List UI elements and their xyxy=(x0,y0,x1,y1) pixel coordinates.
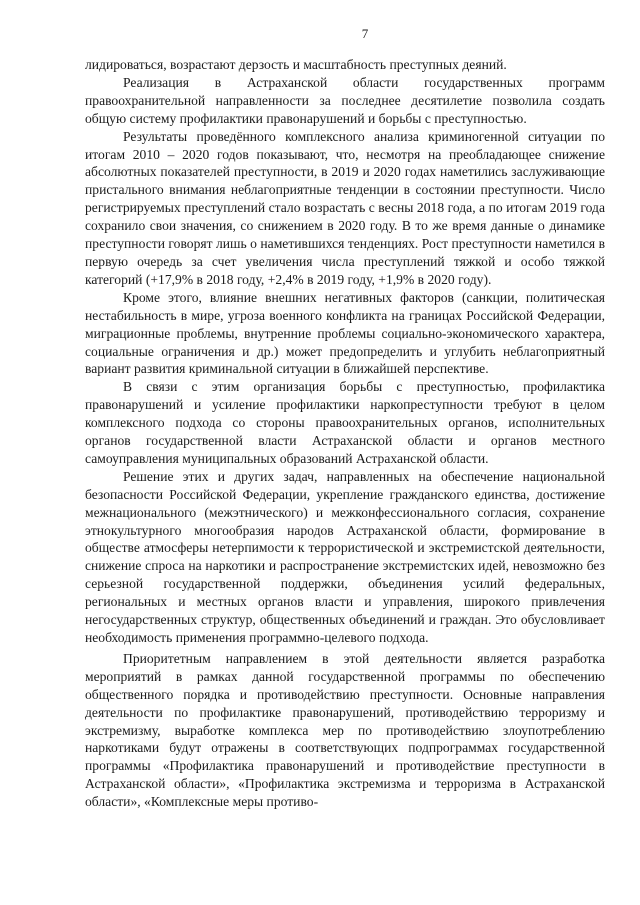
paragraph-6: Решение этих и других задач, направленных на обеспечение национальной безопасности Российской Федерации, укрепление гражданского единства, достижение межнационального (межэтнического) и межконфессионального согласия, сохранение этнокультурного многообразия народов Астраханской области, формирование в обществе атмосферы нетерпимости к террористической и экстремистской деятельности, снижение спроса на наркотики и распространение экстремистских идей, невозможно без серьезной государственной поддержки, объединения усилий федеральных, региональных и местных органов власти и управления, широкого привлечения негосударственных структур, общественных объединений и граждан. Это обусловливает необходимость применения программно-целевого подхода. xyxy=(85,468,605,645)
paragraph-1: лидироваться, возрастают дерзость и масштабность преступных деяний. xyxy=(85,57,507,72)
paragraph-3: Результаты проведённого комплексного анализа криминогенной ситуации по итогам 2010 – 2020 годов показывают, что, несмотря на преобладающее снижение абсолютных показателей преступности, в 2019 и 2020 годах наметились заслуживающие пристального внимания неблагоприятные тенденции в состоянии преступности. Число регистрируемых преступлений стало возрастать с весны 2018 года, а по итогам 2019 года сохранило свои значения, со снижением в 2020 году. В то же время данные о динамике преступности говорят лишь о наметившихся тенденциях. Рост преступности наметился в первую очередь за счет увеличения числа преступлений тяжкой и особо тяжкой категорий (+17,9% в 2018 году, +2,4% в 2019 году, +1,9% в 2020 году). xyxy=(85,128,605,287)
paragraph-7: Приоритетным направлением в этой деятельности является разработка мероприятий в рамках данной государственной программы по обеспечению общественного порядка и противодействию преступности. Основные направления деятельности по профилактике правонарушений, противодействию терроризму и экстремизму, выработке комплекса мер по противодействию злоупотреблению наркотиками будут отражены в соответствующих подпрограммах государственной программы «Профилактика правонарушений и противодействие преступности в Астраханской области», «Профилактика экстремизма и терроризма в Астраханской области», «Комплексные меры противо- xyxy=(85,650,605,810)
paragraph-5: В связи с этим организация борьбы с преступностью, профилактика правонарушений и усиление профилактики наркопреступности требуют в целом комплексного подхода со стороны правоохранительных органов, исполнительных органов государственной власти Астраханской области и органов местного самоуправления муниципальных образований Астраханской области. xyxy=(85,379,605,466)
paragraph-4: Кроме этого, влияние внешних негативных факторов (санкции, политическая нестабильность в мире, угроза военного конфликта на границах Российской Федерации, миграционные проблемы, внутренние проблемы социально-экономического характера, социальные ограничения и др.) может предопределить и углубить неблагоприятный вариант развития криминальной ситуации в ближайшей перспективе. xyxy=(85,289,605,377)
paragraph-2: Реализация в Астраханской области государственных программ правоохранительной направленности за последнее десятилетие позволила создать общую систему профилактики правонарушений и борьбы с преступностью. xyxy=(85,74,605,126)
page-number: 7 xyxy=(361,26,369,41)
document-page xyxy=(85,26,605,811)
